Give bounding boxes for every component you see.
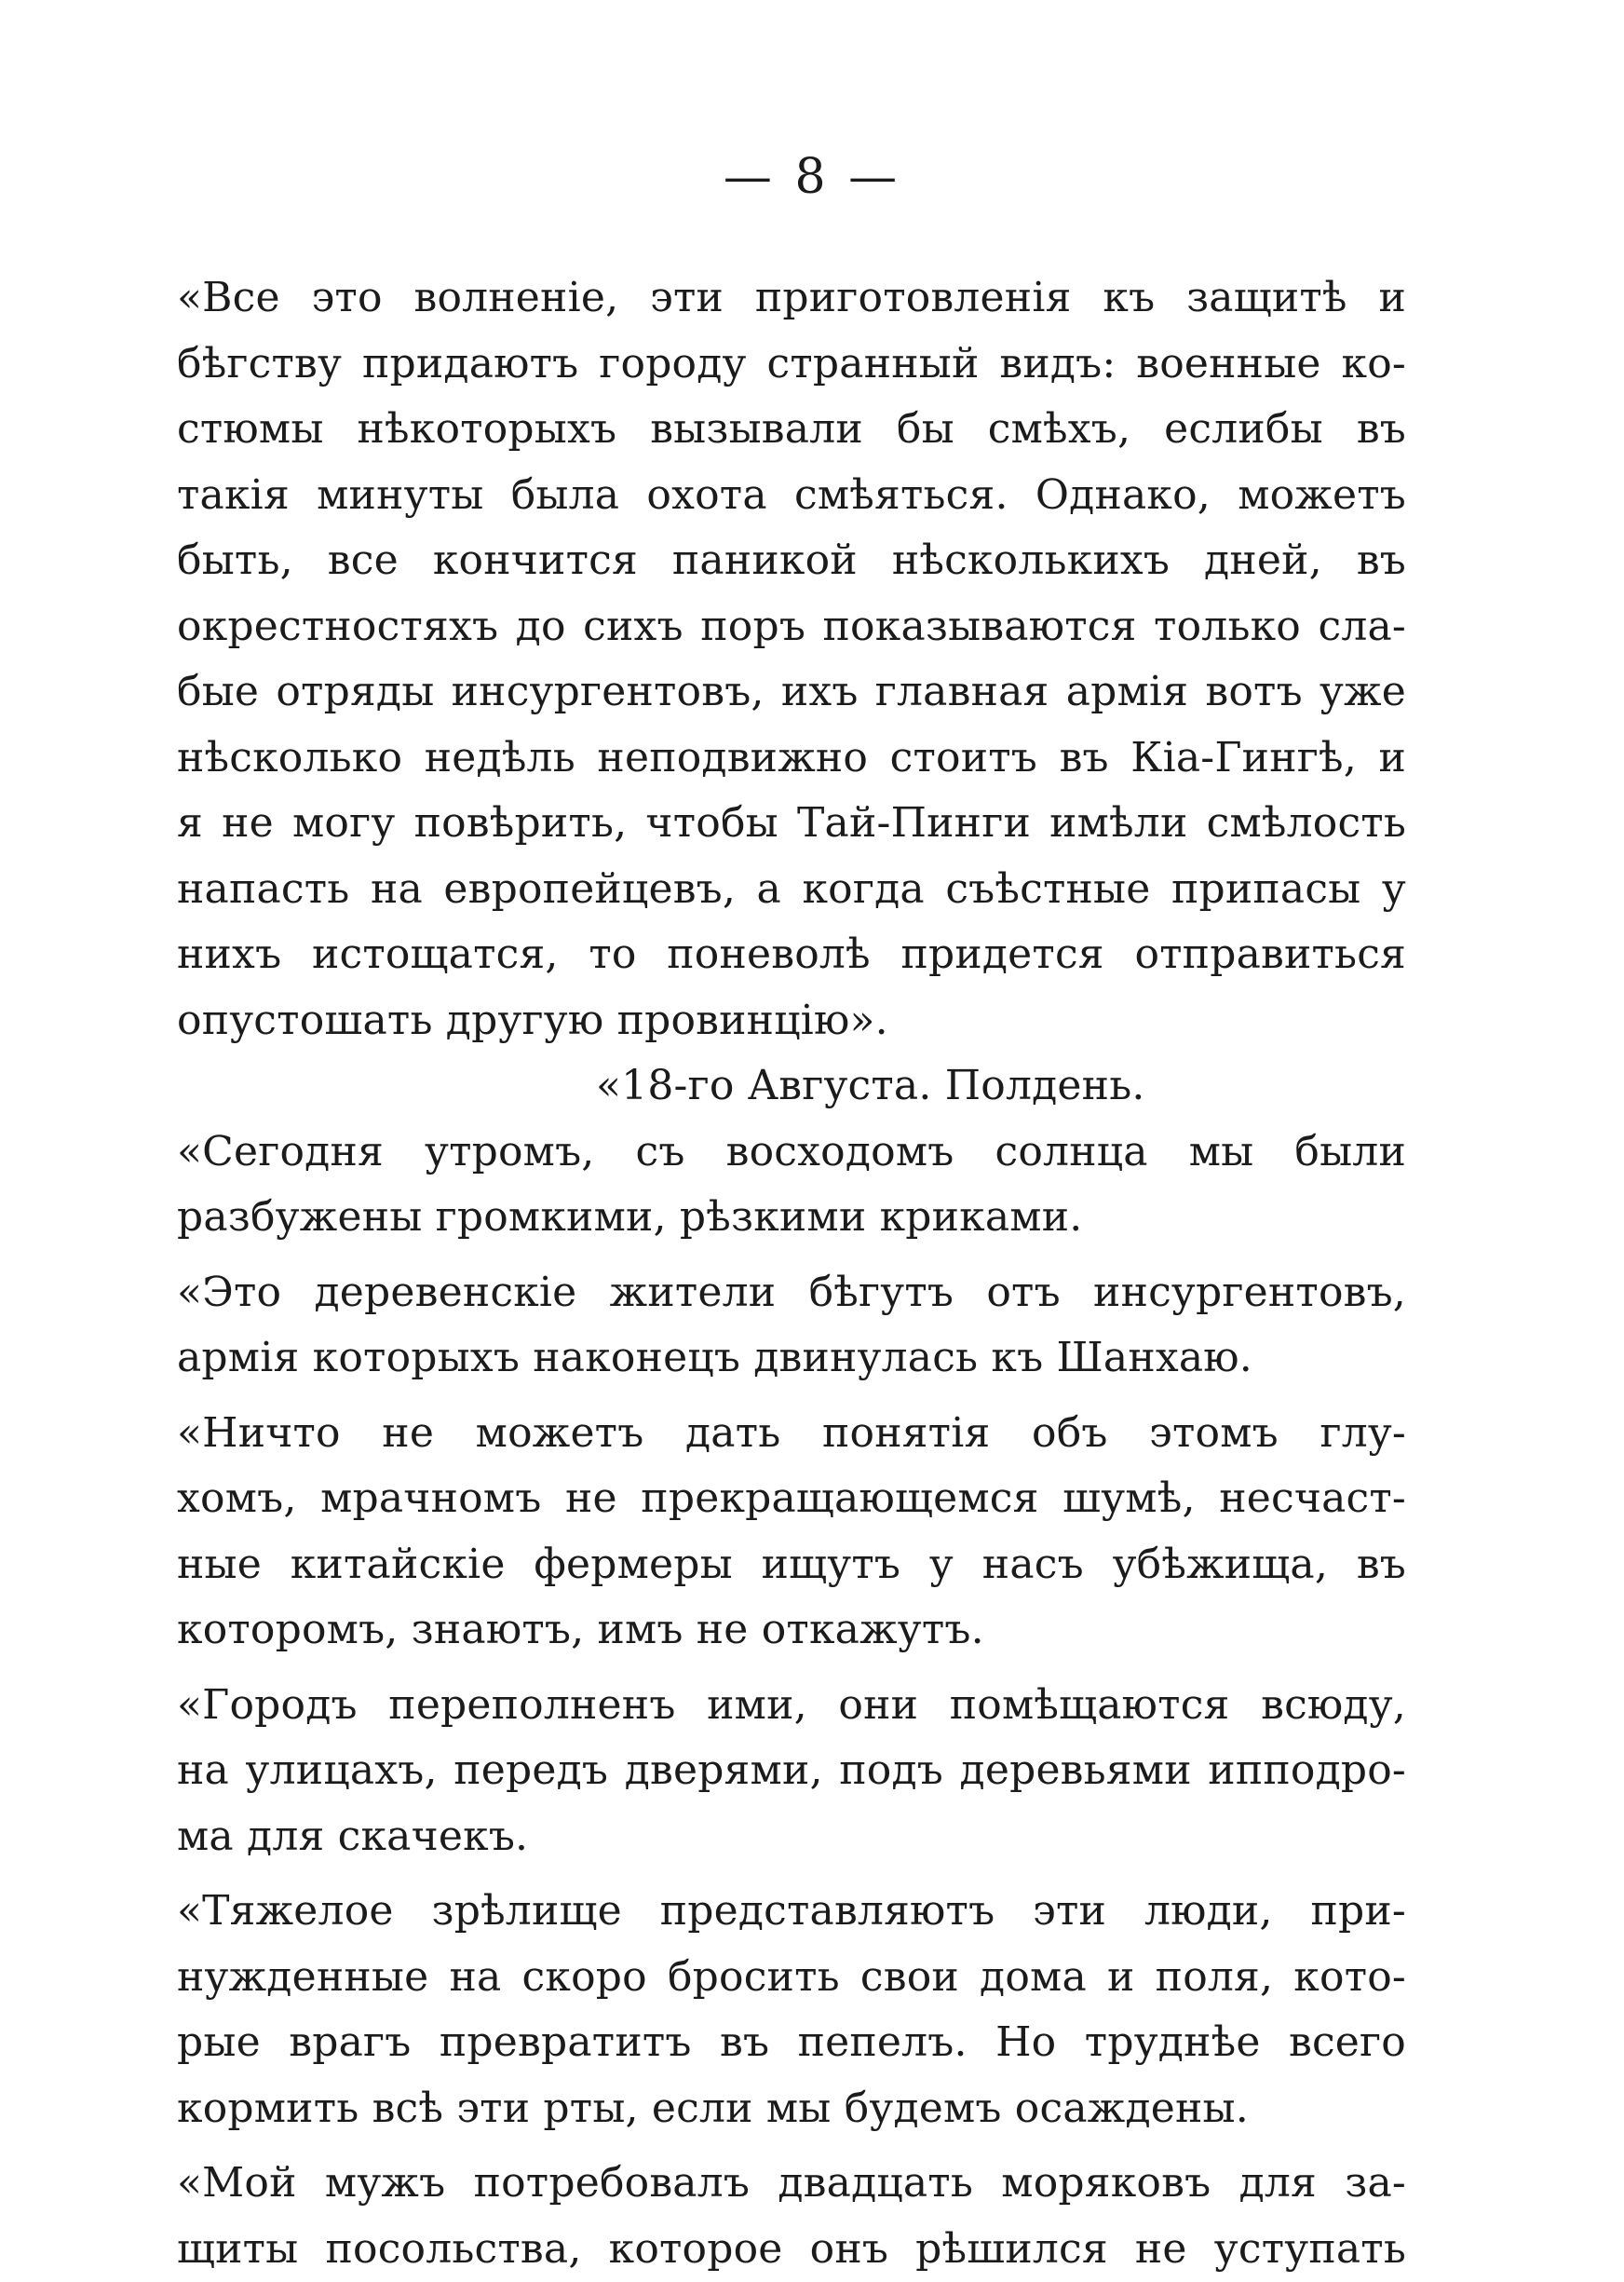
text-line: быть, все кончится паникой нѣсколькихъ дней, въ (177, 528, 1406, 594)
text-line: ные китайскіе фермеры ищутъ у насъ убѣжища, въ (177, 1532, 1406, 1598)
text-line: стюмы нѣкоторыхъ вызывали бы смѣхъ, еслибы въ (177, 397, 1406, 463)
paragraph-gap (177, 1664, 1406, 1673)
text-line: хомъ, мрачномъ не прекращающемся шумѣ, несчаст- (177, 1466, 1406, 1532)
paragraph (177, 1879, 1406, 2141)
paragraph (177, 265, 1406, 1053)
text-line: на улицахъ, передъ дверями, подъ деревьями ипподро- (177, 1738, 1406, 1804)
body-text (177, 265, 1406, 2282)
paragraph-gap (177, 2141, 1406, 2151)
text-line: я не могу повѣрить, чтобы Тай-Пинги имѣли смѣлость (177, 791, 1406, 857)
text-line: «Ничто не можетъ дать понятія объ этомъ глу- (177, 1401, 1406, 1467)
text-line: напасть на европейцевъ, а когда съѣстные припасы у (177, 857, 1406, 923)
text-line: нужденные на скоро бросить свои дома и поля, кото- (177, 1945, 1406, 2011)
paragraph (177, 2151, 1406, 2282)
paragraph (177, 1673, 1406, 1870)
text-line: окрестностяхъ до сихъ поръ показываются только сла- (177, 594, 1406, 660)
paragraph-gap (177, 1869, 1406, 1879)
text-line: бѣгству придаютъ городу странный видъ: военные ко- (177, 332, 1406, 398)
text-line: рые врагъ превратитъ въ пепелъ. Но труднѣе всего (177, 2010, 1406, 2076)
text-line: «Тяжелое зрѣлище представляютъ эти люди, при- (177, 1879, 1406, 1945)
text-line: «Городъ переполненъ ими, они помѣщаются всюду, (177, 1673, 1406, 1739)
text-line: «Сегодня утромъ, съ восходомъ солнца мы были (177, 1120, 1406, 1186)
paragraph (177, 1401, 1406, 1664)
text-line: «Все это волненіе, эти приготовленія къ защитѣ и (177, 265, 1406, 332)
text-line: щиты посольства, которое онъ рѣшился не уступать (177, 2217, 1406, 2282)
text-line: «Это деревенскіе жители бѣгутъ отъ инсургентовъ, (177, 1260, 1406, 1326)
text-line: кормить всѣ эти рты, если мы будемъ осаждены. (177, 2076, 1406, 2142)
text-line: армія которыхъ наконецъ двинулась къ Шанхаю. (177, 1325, 1406, 1392)
text-line: бые отряды инсургентовъ, ихъ главная армія вотъ уже (177, 659, 1406, 726)
paragraph-gap (177, 1251, 1406, 1260)
page-number: — 8 — (0, 149, 1624, 205)
paragraph (177, 1260, 1406, 1392)
text-line: разбужены громкими, рѣзкими криками. (177, 1185, 1406, 1251)
text-line: «Мой мужъ потребовалъ двадцать моряковъ для за- (177, 2151, 1406, 2217)
heading-line: «18-го Августа. Полдень. (177, 1053, 1406, 1120)
date-heading (177, 1053, 1406, 1120)
paragraph (177, 1120, 1406, 1251)
text-line: ма для скачекъ. (177, 1804, 1406, 1870)
paragraph-gap (177, 1392, 1406, 1401)
text-line: опустошать другую провинцію». (177, 988, 1406, 1054)
text-line: такія минуты была охота смѣяться. Однако, можетъ (177, 463, 1406, 529)
text-line: нѣсколько недѣль неподвижно стоитъ въ Кіа-Гингѣ, и (177, 726, 1406, 792)
text-line: нихъ истощатся, то поневолѣ придется отправиться (177, 922, 1406, 988)
text-line: которомъ, знаютъ, имъ не откажутъ. (177, 1597, 1406, 1664)
